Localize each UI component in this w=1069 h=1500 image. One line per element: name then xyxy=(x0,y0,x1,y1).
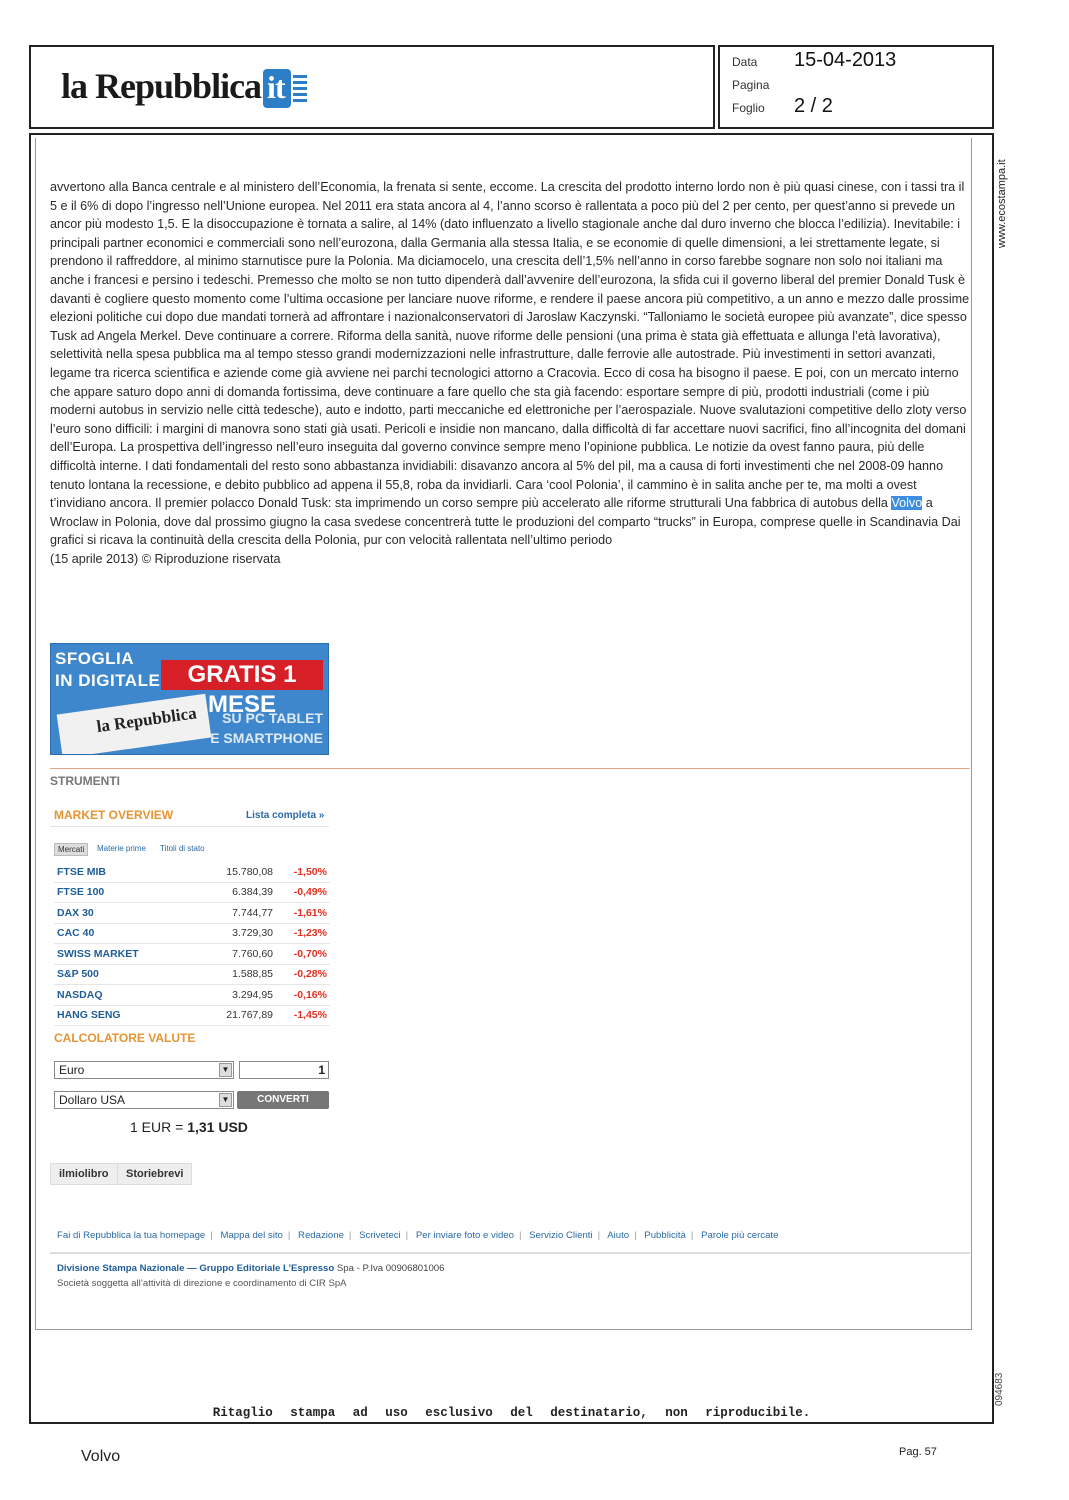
banner-devices xyxy=(201,708,323,748)
tools-heading: STRUMENTI xyxy=(50,774,120,788)
clipping-notice: Ritaglio stampa ad uso esclusivo del destinatario, non riproducibile. xyxy=(212,1406,811,1420)
table-row xyxy=(54,1005,330,1026)
index-name[interactable]: FTSE MIB xyxy=(54,862,190,882)
banner-devices-1: SU PC TABLET xyxy=(222,710,323,726)
side-code: 094683 xyxy=(994,1372,1005,1406)
amount-input[interactable]: 1 xyxy=(239,1061,329,1079)
page-number: Pag. 57 xyxy=(899,1446,937,1458)
index-name[interactable]: CAC 40 xyxy=(54,923,190,944)
table-row xyxy=(54,923,330,944)
meta-value-data: 15-04-2013 xyxy=(794,49,897,71)
meta-label-pagina: Pagina xyxy=(732,78,770,92)
from-currency-value: Euro xyxy=(59,1063,85,1077)
chevron-down-icon[interactable]: ▼ xyxy=(219,1093,232,1107)
repubblica-logo[interactable] xyxy=(61,65,291,108)
footer-links: Fai di Repubblica la tua homepage | Mappa del sito | Redazione | Scriveteci | Per inviare foto e video | Servizio Clienti | Aiuto | Pubblicità | Parole più cercate xyxy=(57,1230,779,1241)
table-row xyxy=(54,944,330,965)
index-value: 7.760,60 xyxy=(190,944,276,965)
index-value: 6.384,39 xyxy=(190,882,276,903)
footer-link[interactable]: Per inviare foto e video xyxy=(415,1230,514,1241)
to-currency-select[interactable] xyxy=(54,1091,234,1109)
convert-button[interactable]: CONVERTI xyxy=(237,1091,329,1109)
footer-link[interactable]: Pubblicità xyxy=(644,1230,686,1241)
meta-label-foglio: Foglio xyxy=(732,101,765,115)
section-divider xyxy=(50,768,970,769)
footer-link[interactable]: Scriveteci xyxy=(359,1230,401,1241)
index-value: 7.744,77 xyxy=(190,903,276,924)
index-name[interactable]: HANG SENG xyxy=(54,1005,190,1026)
index-name[interactable]: DAX 30 xyxy=(54,903,190,924)
article-text-before: avvertono alla Banca centrale e al ministero dell’Economia, la frenata si sente, eccome. La crescita del prodotto interno lordo non è più quasi cinese, con i tassi tra il 5 e il 6% di dopo l’ingresso nell’Unione europea. Nel 2011 era stata ancora al 4, l’anno scorso è rallentata a poco più del 2 per cento, per quest’anno si prevede un ancor più modesto 1,5. E la disoccupazione è tornata a salire, al 14% (dato influenzato a livello stagionale anche dal duro inverno che blocca l’edilizia). Inevitabile: i principali partner economici e commerciali sono nell’eurozona, dalla Germania alla stessa Italia, e se economie di quelle dimensioni, a lei strettamente legate, si prendono il raffreddore, al minimo starnutisce pure la Polonia. Ma diciamocelo, una crescita dell’1,5% nell’anno in corso farebbe sognare non solo noi italiani ma anche i francesi e persino i tedeschi. Premesso che molto se non tutto dipenderà dall’avvenire dell’eurozona, la sfida cui il governo liberal del premier Donald Tusk è davanti è cogliere questo momento come l’ultima occasione per lanciare nuove riforme, e rendere il paese ancora più competitivo, a un anno e mezzo dalle prossime elezioni politiche cui dopo due mandati tornerà ad affrontare i nazionalconservatori di Jaroslaw Kaczynski. “Talloniamo le società europee più avanzate”, dice spesso Tusk ad Angela Merkel. Deve continuare a correre. Riforma della sanità, nuove riforme delle pensioni (una prima è stata già effettuata e allunga l’età lavorativa), selettività nella spesa pubblica ma al tempo stesso grandi modernizzazioni nelle infrastrutture, dalle ferrovie alle autostrade. Più investimenti in settori avanzati, legame tra ricerca scientifica e aziende come già avviene nei parchi tecnologici attorno a Cracovia. Ecco di cosa ha bisogno il paese. E poi, con un mercato interno che appare saturo dopo anni di domanda fortissima, deve continuare a fare quello che sta già facendo: esportare sempre di più, prodotti industriali (come i più moderni autobus in servizio nelle città tedesche), auto e indotto, parti meccaniche ed elettroniche per l’aerospaziale. Nuove svalutazioni competitive dello zloty verso l’euro sono difficili: i margini di manovra sono stati già usati. Pericoli e insidie non mancano, dalla difficoltà di far accettare nuovi sacrifici, fino all’incognita del domani dell’Europa. La prospettiva dell’ingresso nell’euro inseguita dal governo convince sempre meno l’opinione pubblica. Le notizie da ovest fanno paura, più delle difficoltà interne. I dati fondamentali del resto sono abbastanza invidiabili: disavanzo ancora al 5% del pil, ma a causa di forti investimenti che nel 2008-09 hanno tenuto lontana la recessione, e debito pubblico ad appena il 55,8, roba da invidiarli. Cara ‘cool Polonia’, il cammino è in salita anche per te, ma molti a ovest t’invidiano ancora. Il premier polacco Donald Tusk: sta imprimendo un corso sempre più accelerato alle riforme strutturali Una fabbrica di autobus della xyxy=(50,180,970,511)
banner-headline xyxy=(55,648,160,692)
article-text-after: a Wroclaw in Polonia, dove dal prossimo giugno la casa svedese concentrerà tutte le produzioni del comparto “trucks” in Europa, comprese quelle in Scandinavia Dai grafici si ricava la continuità della crescita della Polonia, pur con velocità rallentata nell’ultimo periodo xyxy=(50,496,961,548)
conversion-result xyxy=(130,1119,248,1135)
meta-value-foglio: 2 / 2 xyxy=(794,95,833,117)
index-name[interactable]: SWISS MARKET xyxy=(54,944,190,965)
table-row xyxy=(54,862,330,882)
footer-divider xyxy=(50,1252,970,1254)
bottom-border xyxy=(29,1422,994,1424)
tab-storiebrevi[interactable]: Storiebrevi xyxy=(117,1163,192,1185)
index-value: 21.767,89 xyxy=(190,1005,276,1026)
footer-link[interactable]: Redazione xyxy=(298,1230,344,1241)
logo-main-text: la Repubblica xyxy=(61,66,262,106)
to-currency-value: Dollaro USA xyxy=(59,1093,126,1107)
company-info xyxy=(57,1263,444,1274)
company-name: Divisione Stampa Nazionale — Gruppo Editoriale L’Espresso xyxy=(57,1263,335,1274)
market-table xyxy=(54,862,330,1026)
keyword-label: Volvo xyxy=(81,1448,121,1465)
banner-promo: GRATIS 1 MESE xyxy=(161,660,323,690)
table-row xyxy=(54,882,330,903)
company-vat: Spa - P.Iva 00906801006 xyxy=(334,1263,445,1274)
chevron-down-icon[interactable]: ▼ xyxy=(219,1063,232,1077)
footer-link[interactable]: Mappa del sito xyxy=(220,1230,283,1241)
footer-link[interactable]: Fai di Repubblica la tua homepage xyxy=(57,1230,206,1241)
table-row xyxy=(54,985,330,1006)
result-prefix: 1 EUR = xyxy=(130,1119,188,1135)
table-row xyxy=(54,903,330,924)
index-value: 1.588,85 xyxy=(190,964,276,985)
index-change: -0,49% xyxy=(276,882,330,903)
company-control-info: Società soggetta all’attività di direzione e coordinamento di CIR SpA xyxy=(57,1278,347,1289)
header-meta-box xyxy=(718,45,994,129)
table-row xyxy=(54,964,330,985)
logo-it-badge: it xyxy=(263,69,291,108)
footer-link[interactable]: Aiuto xyxy=(607,1230,630,1241)
index-change: -1,45% xyxy=(276,1005,330,1026)
tab-mercati[interactable]: Mercati xyxy=(54,843,88,856)
article-credit: (15 aprile 2013) © Riproduzione riservata xyxy=(50,551,281,566)
side-url: www.ecostampa.it xyxy=(996,159,1008,248)
tab-ilmiolibro[interactable]: ilmiolibro xyxy=(50,1163,118,1185)
index-name[interactable]: FTSE 100 xyxy=(54,882,190,903)
meta-label-data: Data xyxy=(732,55,758,69)
index-value: 15.780,08 xyxy=(190,862,276,882)
index-change: -1,50% xyxy=(276,862,330,882)
from-currency-select[interactable] xyxy=(54,1061,234,1079)
header-logo-box xyxy=(29,45,715,129)
index-value: 3.294,95 xyxy=(190,985,276,1006)
index-name[interactable]: NASDAQ xyxy=(54,985,190,1006)
footer-link[interactable]: Parole più cercate xyxy=(701,1230,779,1241)
index-change: -0,70% xyxy=(276,944,330,965)
highlighted-keyword: Volvo xyxy=(891,496,923,511)
index-change: -0,28% xyxy=(276,964,330,985)
newspaper-image xyxy=(57,694,212,755)
index-change: -1,23% xyxy=(276,923,330,944)
paper-title: la Repubblica xyxy=(95,703,198,737)
banner-line-sfoglia: SFOGLIA xyxy=(55,649,135,668)
index-change: -0,16% xyxy=(276,985,330,1006)
article-body xyxy=(50,178,970,568)
index-change: -1,61% xyxy=(276,903,330,924)
banner-line-digitale: IN DIGITALE xyxy=(55,671,161,690)
tab-titoli-di-stato[interactable]: Titoli di stato xyxy=(160,844,205,853)
banner-devices-2: E SMARTPHONE xyxy=(210,730,323,746)
index-name[interactable]: S&P 500 xyxy=(54,964,190,985)
index-value: 3.729,30 xyxy=(190,923,276,944)
market-divider xyxy=(50,826,329,827)
tab-materie-prime[interactable]: Materie prime xyxy=(97,844,146,853)
full-list-link[interactable]: Lista completa » xyxy=(246,810,325,821)
footer-link[interactable]: Servizio Clienti xyxy=(529,1230,593,1241)
result-value: 1,31 USD xyxy=(187,1119,248,1135)
digital-subscription-banner[interactable] xyxy=(50,643,329,755)
market-overview-title: MARKET OVERVIEW xyxy=(54,808,174,822)
currency-calculator-title: CALCOLATORE VALUTE xyxy=(54,1031,196,1045)
